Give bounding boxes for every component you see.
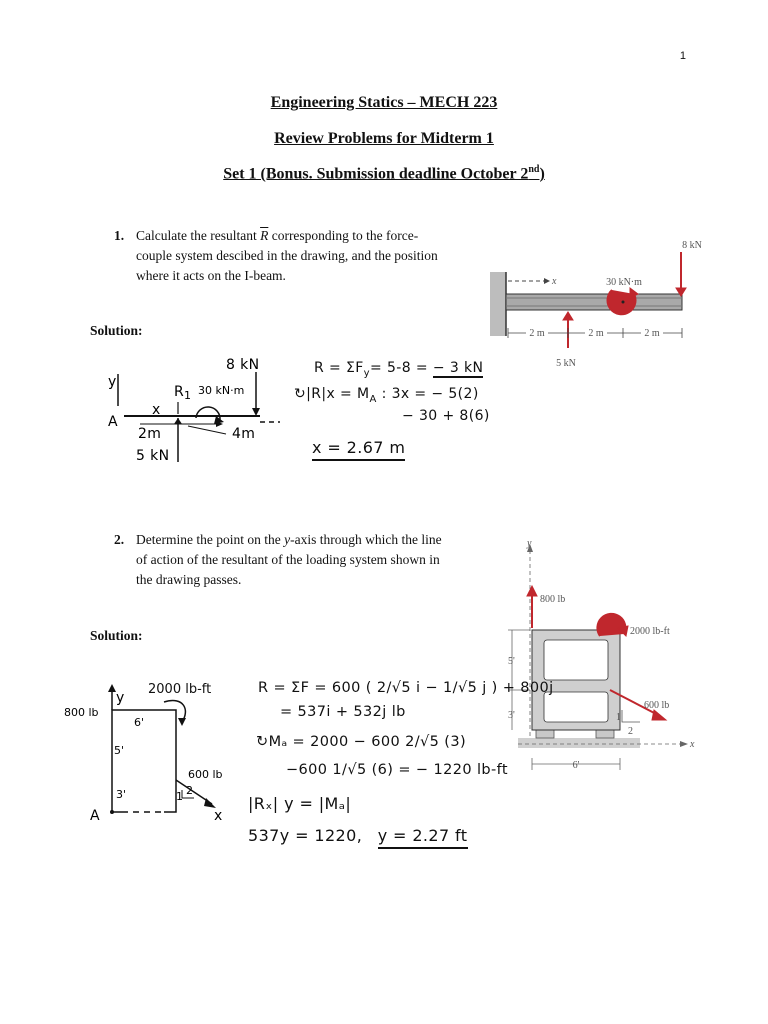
problem-2-text-b: -axis through which the line of action of the resultant of the loading system shown in the drawing passes. — [136, 532, 442, 587]
p2-equation-solve — [248, 826, 468, 845]
problem-1-text — [136, 226, 454, 286]
dimension-1-label: 2 m — [529, 328, 545, 339]
couple-point — [622, 301, 625, 304]
force-5kn-label: 5 kN — [556, 358, 576, 369]
sketch-x-label: x — [152, 402, 161, 418]
force-800-label: 800 lb — [540, 594, 566, 605]
sketch-3-label: 3' — [116, 788, 127, 801]
sketch-x-label: x — [214, 808, 223, 824]
dimension-5-label: 5' — [508, 656, 515, 667]
p2-eq6-answer: y = 2.27 ft — [378, 826, 468, 849]
p1-equation-resultant — [314, 360, 483, 379]
p1-equation-answer: x = 2.67 m — [312, 438, 405, 461]
problem-2-number: 2. — [114, 532, 125, 547]
problem-1-number: 1. — [114, 228, 125, 243]
sketch-slope-2-label: 2 — [186, 784, 193, 797]
x-axis-label: x — [690, 739, 695, 750]
page-number: 1 — [679, 50, 686, 62]
couple-label: 2000 lb-ft — [630, 626, 670, 637]
dimension-3-label: 2 m — [644, 328, 660, 339]
sketch-6-label: 6' — [134, 716, 145, 729]
problem-2-text-a: Determine the point on the — [136, 532, 285, 547]
problem-1-text-b: corresponding to the force-couple system descibed in the drawing, and the position where it acts on the I-beam. — [136, 228, 438, 283]
sketch-8kn-label: 8 kN — [226, 357, 260, 373]
p1-moment-symbol: ↻ — [294, 386, 307, 402]
problem-2 — [114, 530, 459, 592]
frame-opening-upper — [544, 640, 608, 680]
sketch-r1-subscript: 1 — [184, 389, 191, 402]
sketch-600-arrowhead — [204, 798, 216, 808]
p2-equation-moment — [256, 734, 466, 750]
x-axis-arrowhead — [544, 278, 550, 284]
sketch-couple-label: 30 kN·m — [198, 384, 245, 397]
couple-label: 30 kN·m — [606, 277, 642, 288]
x-axis-label: x — [552, 276, 557, 287]
sketch-slope-1-label: 1 — [176, 790, 183, 803]
problem-2-handwritten-sketch — [64, 680, 244, 830]
set-title-text: Set 1 (Bonus. Submission deadline October 2 — [223, 165, 529, 183]
ground — [518, 738, 640, 748]
x-axis-arrowhead — [680, 741, 688, 747]
p1-equation-moment — [294, 386, 479, 405]
sketch-600-label: 600 lb — [188, 768, 223, 781]
force-5kn-arrowhead — [563, 312, 573, 320]
problem-1-text-a: Calculate the resultant — [136, 228, 261, 243]
p1-eq2-sub: A — [369, 393, 377, 405]
sketch-y-label: y — [108, 374, 117, 390]
dimension-2-label: 2 m — [588, 328, 604, 339]
problem-1-solution-label: Solution: — [90, 323, 143, 338]
p2-equation-components: = 537i + 532j lb — [280, 704, 406, 720]
p1-eq1-result: − 3 kN — [432, 360, 484, 376]
sketch-couple-arrowhead — [178, 718, 186, 726]
y-symbol: y — [284, 532, 291, 547]
slope-2-label: 2 — [628, 726, 633, 737]
p2-equation-resultant: R = ΣF = 600 ( 2/√5 i − 1/√5 j ) + 800j — [258, 680, 554, 696]
y-axis-label: y — [527, 540, 532, 549]
sketch-y-label: y — [116, 690, 125, 706]
force-600-arrowhead — [652, 710, 666, 720]
p2-moment-symbol: ↻ — [256, 734, 269, 750]
set-title — [0, 164, 768, 183]
force-800-arrowhead — [527, 586, 537, 596]
force-600-label: 600 lb — [644, 700, 670, 711]
p2-sketch-couple-label: 2000 lb-ft — [148, 682, 212, 697]
sketch-couple-arrowhead — [214, 416, 224, 424]
p1-eq2-lhs: |R|x = M — [306, 386, 370, 402]
i-beam — [506, 294, 682, 310]
sketch-5-label: 5' — [114, 744, 125, 757]
review-title: Review Problems for Midterm 1 — [274, 130, 494, 147]
sketch-800-arrowhead — [108, 684, 116, 692]
support-right — [596, 730, 614, 738]
problem-1 — [114, 226, 459, 288]
sketch-a-label: A — [108, 414, 118, 430]
set-title-superscript: nd — [528, 164, 540, 175]
problem-1-handwritten-sketch — [108, 352, 308, 470]
p2-eq3: Mₐ = 2000 − 600 2/√5 (3) — [268, 734, 466, 750]
p1-eq1-lhs: R = ΣF — [314, 360, 364, 376]
frame-opening-lower — [544, 692, 608, 722]
problem-2-solution-label: Solution: — [90, 628, 143, 643]
set-title-suffix: ) — [539, 165, 545, 183]
sketch-5kn-arrowhead — [174, 418, 182, 424]
sketch-8kn-arrowhead — [252, 408, 260, 416]
p1-eq1-sub: y — [363, 367, 370, 379]
problem-2-frame-figure — [500, 540, 710, 780]
force-8kn-label: 8 kN — [682, 240, 702, 251]
p2-equation-distance: |Rₓ| y = |Mₐ| — [248, 794, 352, 813]
slope-1-label: 1 — [616, 712, 621, 723]
slope-triangle — [622, 710, 640, 722]
p1-eq1-mid: = 5-8 = — [370, 360, 433, 376]
sketch-origin — [110, 810, 114, 814]
sketch-5kn-label: 5 kN — [136, 448, 170, 464]
support-left — [536, 730, 554, 738]
wall — [490, 272, 506, 336]
p2-equation-moment-cont: −600 1/√5 (6) = − 1220 lb-ft — [286, 762, 508, 778]
dimension-3-label: 3' — [508, 710, 515, 721]
sketch-a-label: A — [90, 808, 100, 824]
sketch-2m-label: 2m — [138, 426, 162, 442]
course-title: Engineering Statics – MECH 223 — [270, 94, 498, 111]
sketch-4m-line — [188, 426, 226, 434]
p2-eq6: 537y = 1220, — [248, 826, 363, 845]
sketch-4m-label: 4m — [232, 426, 256, 442]
p1-eq2-rest: : 3x = − 5(2) — [376, 386, 479, 402]
problem-1-beam-figure — [486, 232, 708, 372]
sketch-r1-label: R — [174, 384, 185, 400]
dimension-6-label: 6' — [572, 760, 580, 771]
problem-2-text — [136, 530, 454, 590]
sketch-800-label: 800 lb — [64, 706, 99, 719]
couple-arc — [597, 614, 625, 636]
p1-equation-moment-cont: − 30 + 8(6) — [402, 408, 490, 424]
resultant-symbol: $\overline{R}$ — [260, 228, 269, 243]
